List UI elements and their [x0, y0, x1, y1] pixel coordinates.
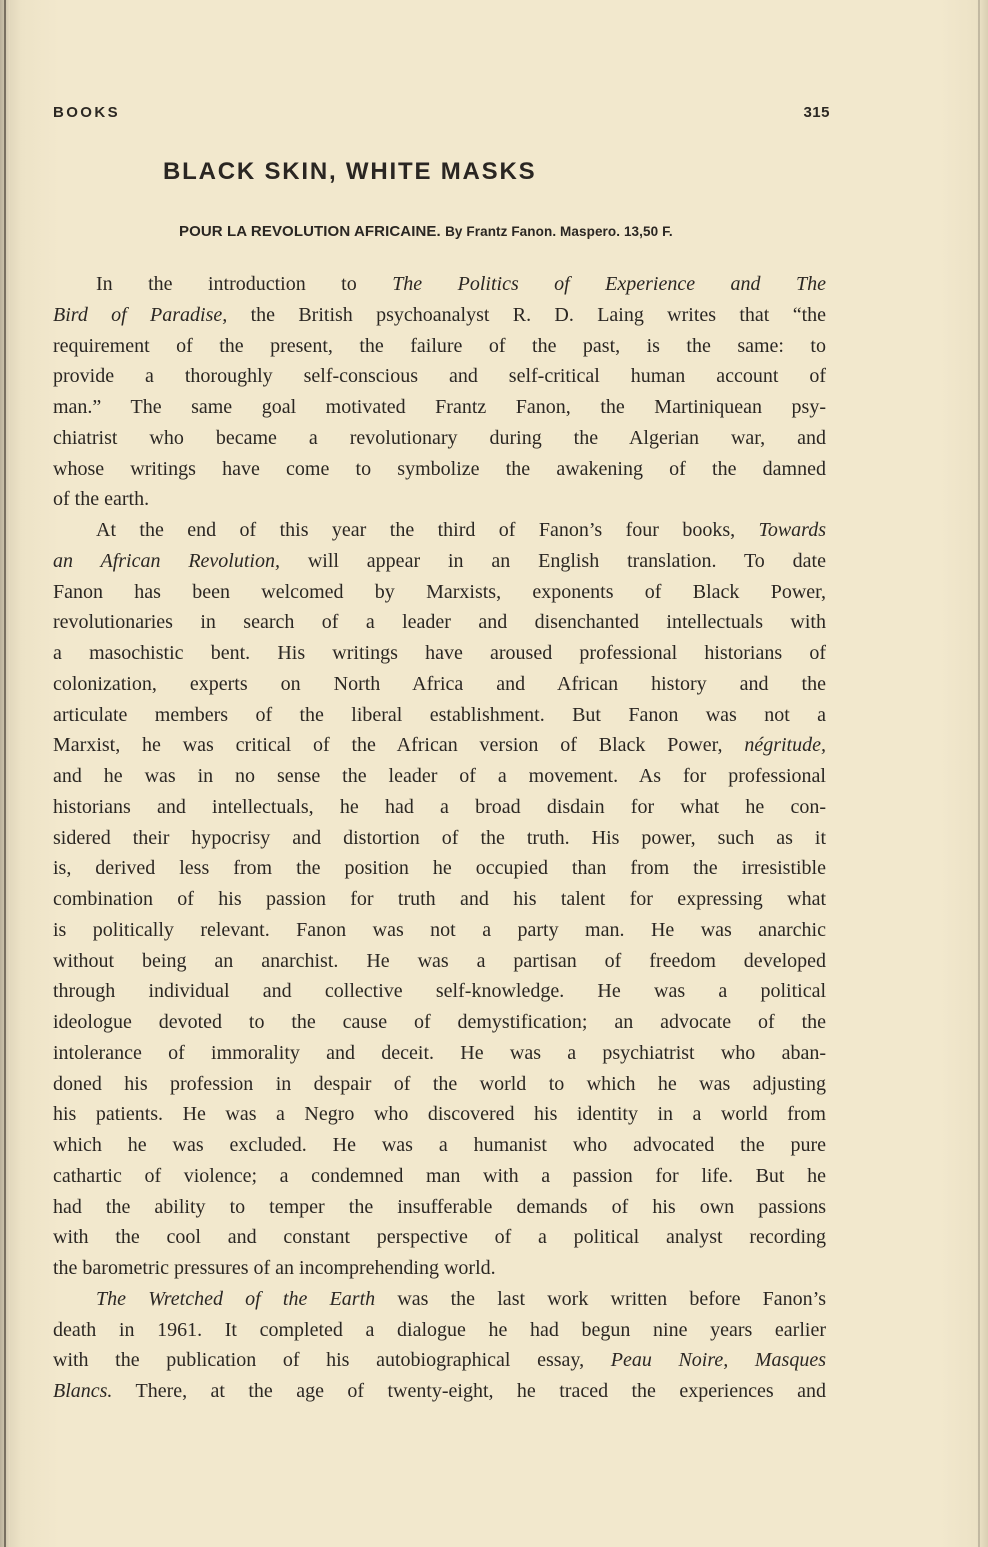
text-line: death in 1961. It completed a dialogue he had begun nine years earlier — [53, 1318, 826, 1341]
text-line: The Wretched of the Earth was the last work written before Fanon’s — [96, 1287, 826, 1310]
article-body — [53, 269, 826, 1407]
italic-text: Bird of Paradise, — [53, 303, 228, 326]
text-line: the barometric pressures of an incomprehending world. — [53, 1257, 496, 1279]
text-line: of the earth. — [53, 488, 150, 511]
text-line: and he was in no sense the leader of a movement. As for professional — [53, 765, 826, 787]
text-line: chiatrist who became a revolutionary during the Algerian war, and — [53, 426, 826, 449]
italic-text: an African Revolution, — [53, 549, 280, 572]
paragraph — [53, 515, 826, 1284]
running-head — [53, 104, 830, 126]
book-byline: By Frantz Fanon. Maspero. 13,50 F. — [445, 224, 673, 239]
text-line: At the end of this year the third of Fanon’s four books, Towards — [96, 519, 826, 541]
text-line: Fanon has been welcomed by Marxists, exponents of Black Power, — [53, 580, 826, 603]
italic-text: The Wretched of the Earth — [96, 1287, 376, 1310]
article-title: BLACK SKIN, WHITE MASKS — [163, 158, 537, 185]
text-line: which he was excluded. He was a humanist who advocated the pure — [53, 1134, 826, 1156]
italic-text: Towards — [758, 519, 826, 541]
text-line: an African Revolution, will appear in an English translation. To date — [53, 549, 826, 572]
text-line: a masochistic bent. His writings have aroused professional historians of — [53, 642, 826, 664]
book-citation — [179, 223, 832, 240]
paragraph — [53, 269, 826, 515]
text-line: whose writings have come to symbolize the awakening of the damned — [53, 457, 826, 480]
text-line: Bird of Paradise, the British psychoanalyst R. D. Laing writes that “the — [53, 303, 826, 326]
text-line: with the publication of his autobiographical essay, Peau Noire, Masques — [53, 1349, 826, 1372]
text-line: historians and intellectuals, he had a broad disdain for what he con- — [53, 795, 826, 818]
text-line: revolutionaries in search of a leader and disenchanted intellectuals with — [53, 611, 826, 634]
text-line: provide a thoroughly self-conscious and self-critical human account of — [53, 365, 826, 388]
text-line: In the introduction to The Politics of Experience and The — [96, 273, 826, 295]
text-line: had the ability to temper the insufferable demands of his own passions — [53, 1195, 826, 1218]
italic-text: négritude, — [744, 734, 826, 757]
italic-text: Peau Noire, Masques — [610, 1349, 826, 1372]
text-line: doned his profession in despair of the world to which he was adjusting — [53, 1072, 826, 1095]
text-line: sidered their hypocrisy and distortion of the truth. His power, such as it — [53, 826, 826, 849]
text-line: intolerance of immorality and deceit. He was a psychiatrist who aban- — [53, 1041, 826, 1064]
text-line: Marxist, he was critical of the African version of Black Power, négritude, — [53, 734, 826, 757]
page-right-rule — [978, 0, 980, 1547]
text-line: requirement of the present, the failure of the past, is the same: to — [53, 334, 826, 357]
page-right-edge — [979, 0, 988, 1547]
italic-text: The Politics of Experience and The — [392, 273, 826, 295]
italic-text: Blancs. — [53, 1380, 113, 1402]
page-number: 315 — [803, 104, 830, 121]
text-line: colonization, experts on North Africa and African history and the — [53, 672, 826, 695]
text-line: is, derived less from the position he occupied than from the irresistible — [53, 857, 826, 880]
binding-edge-line — [4, 0, 6, 1547]
book-title: POUR LA REVOLUTION AFRICAINE. — [179, 223, 441, 240]
text-line: is politically relevant. Fanon was not a party man. He was anarchic — [53, 918, 826, 941]
text-line: combination of his passion for truth and his talent for expressing what — [53, 888, 826, 910]
section-name: BOOKS — [53, 104, 121, 121]
text-line: without being an anarchist. He was a partisan of freedom developed — [53, 949, 826, 972]
text-line: through individual and collective self-knowledge. He was a political — [53, 980, 826, 1003]
text-line: Blancs. There, at the age of twenty-eight, he traced the experiences and — [53, 1380, 826, 1402]
text-line: ideologue devoted to the cause of demystification; an advocate of the — [53, 1011, 826, 1033]
text-line: articulate members of the liberal establishment. But Fanon was not a — [53, 703, 826, 726]
text-line: man.” The same goal motivated Frantz Fanon, the Martiniquean psy- — [53, 396, 826, 418]
text-line: cathartic of violence; a condemned man with a passion for life. But he — [53, 1164, 826, 1187]
text-line: with the cool and constant perspective of a political analyst recording — [53, 1226, 826, 1249]
text-line: his patients. He was a Negro who discovered his identity in a world from — [53, 1103, 826, 1126]
paragraph — [53, 1284, 826, 1407]
